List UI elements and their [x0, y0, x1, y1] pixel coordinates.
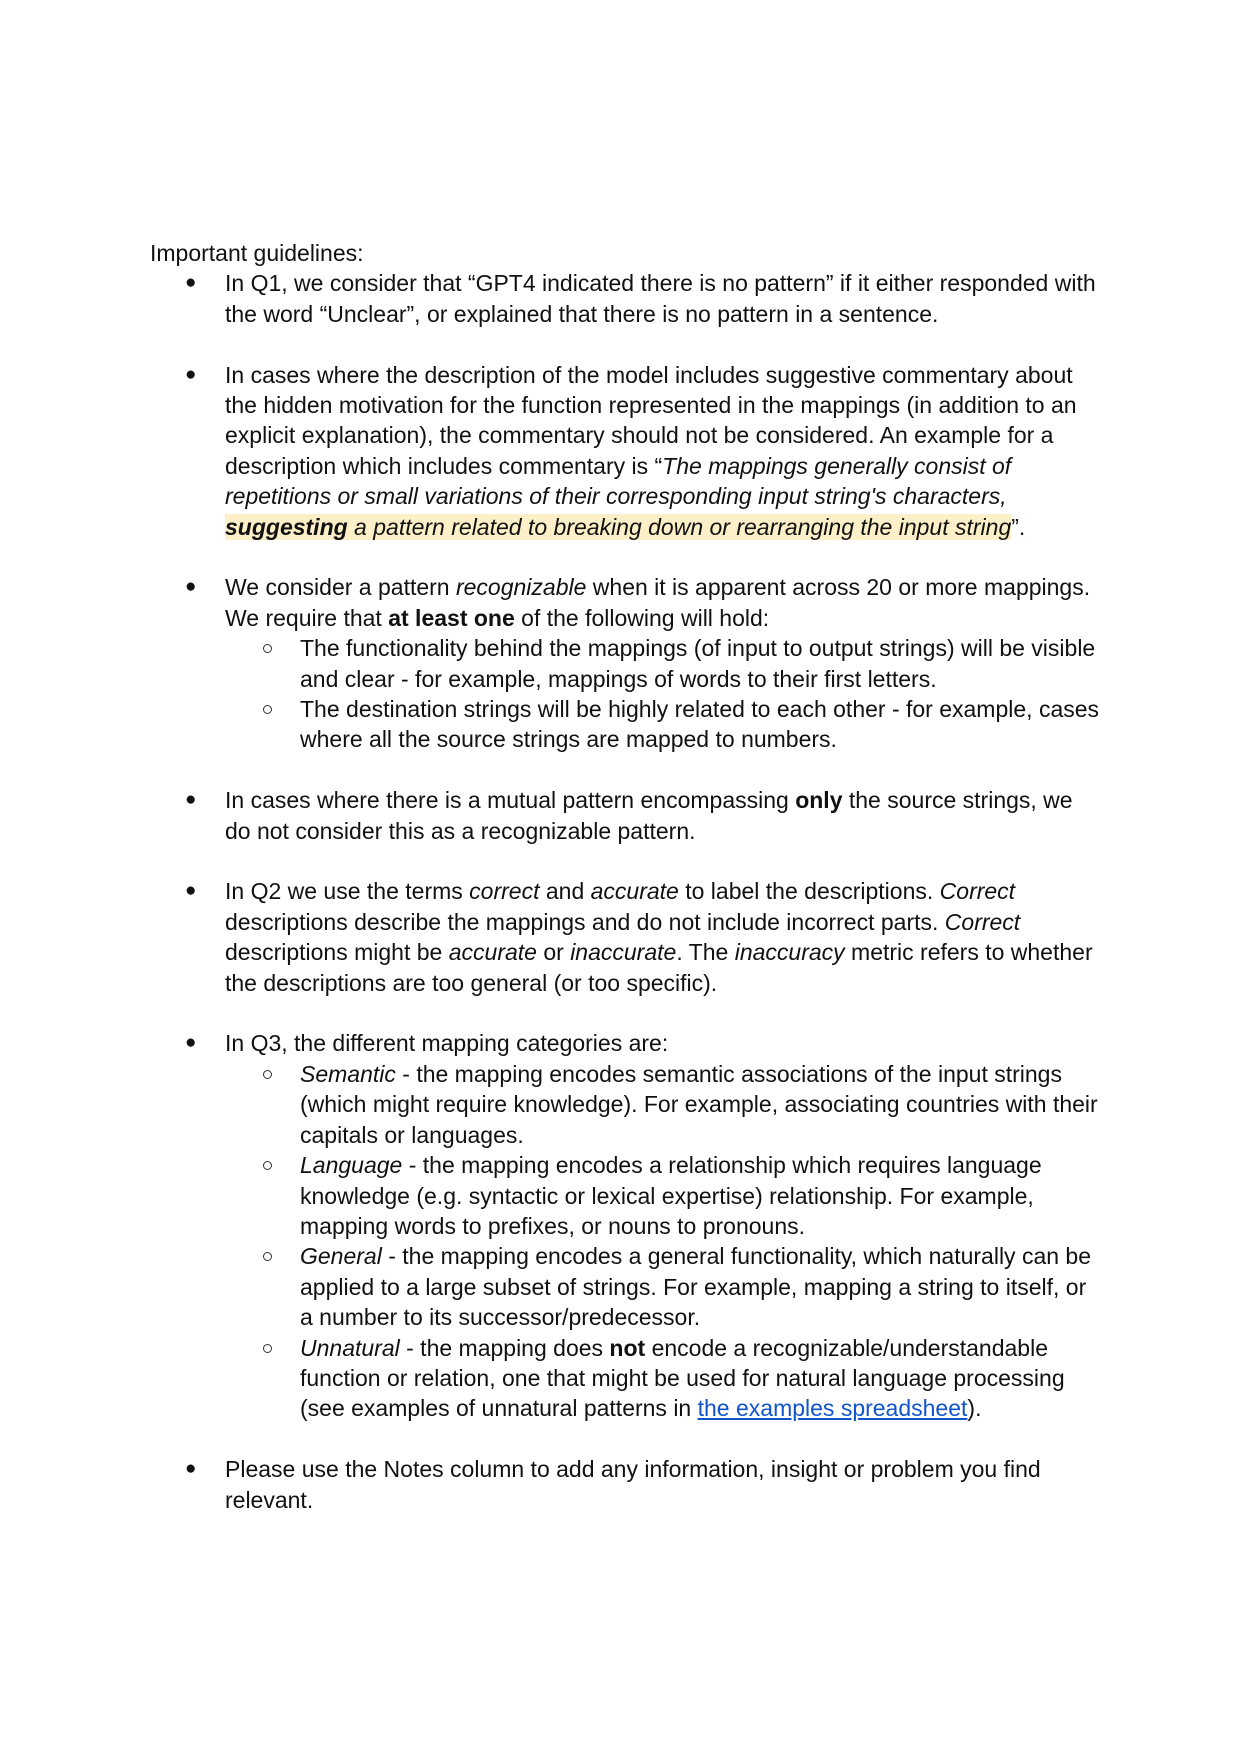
category-semantic: Semantic - the mapping encodes semantic associations of the input strings (which might require knowledge). For example, associating countries with their capitals or languages. [225, 1059, 1100, 1150]
category-name: Language [300, 1152, 403, 1179]
mapping-categories [225, 1059, 1100, 1424]
guideline-q2-terms: ● In Q2 we use the terms correct and accurate to label the descriptions. Correct descriptions describe the mappings and do not include incorrect parts. Correct descriptions might be accurate or inaccurate. The inaccuracy metric refers to whether the descriptions are too general (or too specific). [185, 878, 1093, 996]
bullet-icon: ● [185, 576, 197, 598]
guideline-text: In cases where the description of the model includes suggestive commentary about the hidden motivation for the function represented in the mappings (in addition to an explicit explanation), the commentary should not be considered. An example for a description which includes commentary is “ [225, 361, 1077, 479]
examples-spreadsheet-link[interactable]: the examples spreadsheet [697, 1395, 968, 1422]
hollow-bullet-icon [263, 1161, 272, 1170]
hollow-bullet-icon [263, 1252, 272, 1261]
category-name: General [300, 1243, 382, 1270]
guideline-q3-categories: ● In Q3, the different mapping categories are: Semantic - the mapping encodes semantic associations of the input strings (which might require knowledge). For example, associating countries with their capitals or languages. Language - the mapping encodes a relationship which requires language knowledge (e.g. syntactic or lexical expertise) relationship. For example, mapping words to prefixes, or nouns to pronouns. General - the mapping encodes a general functionality, which naturally can be applied to a large subset of strings. For example, mapping a string to itself, or a number to its successor/predecessor. Unnatural - the mapping does not encode a recognizable/understandable function or relation, one that might be used for natural language processing (see examples of unnatural patterns in the examples spreadsheet). [150, 1028, 1100, 1423]
hollow-bullet-icon [263, 644, 272, 653]
hollow-bullet-icon [263, 1344, 272, 1353]
category-language: Language - the mapping encodes a relationship which requires language knowledge (e.g. syntactic or lexical expertise) relationship. For example, mapping words to prefixes, or nouns to pronouns. [225, 1150, 1100, 1241]
category-unnatural: Unnatural - the mapping does not encode a recognizable/understandable function or relation, one that might be used for natural language processing (see examples of unnatural patterns in the examples spreadsheet). [225, 1333, 1100, 1424]
emphasis-not: not [609, 1334, 646, 1361]
bullet-icon: ● [185, 1458, 197, 1480]
example-quote: The mappings generally consist of repetitions or small variations of their corresponding input string's characters, [225, 452, 1012, 510]
closing-quote: ”. [1011, 513, 1026, 540]
guidelines-content [150, 238, 1100, 1515]
recognizable-conditions [225, 633, 1100, 755]
guidelines-list [150, 268, 1100, 1515]
category-general: General - the mapping encodes a general functionality, which naturally can be applied to a large subset of strings. For example, mapping a string to itself, or a number to its successor/predecessor. [225, 1241, 1100, 1332]
bullet-icon: ● [185, 880, 197, 902]
guideline-text: In Q1, we consider that “GPT4 indicated there is no pattern” if it either responded with the word “Unclear”, or explained that there is no pattern in a sentence. [225, 270, 1096, 327]
bullet-icon: ● [185, 363, 197, 385]
guideline-commentary [150, 360, 1100, 542]
hollow-bullet-icon [263, 705, 272, 714]
category-name: Semantic [300, 1060, 396, 1087]
condition-destination: The destination strings will be highly related to each other - for example, cases where all the source strings are mapped to numbers. [225, 694, 1100, 755]
guideline-q1-no-pattern [150, 268, 1100, 329]
emphasis-only: only [795, 787, 843, 814]
emphasis-at-least-one: at least one [388, 604, 515, 631]
guideline-source-only: ● In cases where there is a mutual pattern encompassing only the source strings, we do not consider this as a recognizable pattern. [185, 787, 1073, 844]
category-name: Unnatural [300, 1334, 400, 1361]
term-recognizable: recognizable [455, 574, 587, 601]
guidelines-heading: Important guidelines: [150, 240, 364, 266]
bullet-icon: ● [185, 789, 197, 811]
guideline-notes-column: ● Please use the Notes column to add any information, insight or problem you find relevant. [185, 1456, 1041, 1513]
highlighted-commentary [225, 514, 1011, 540]
bullet-icon: ● [185, 1032, 197, 1054]
hollow-bullet-icon [263, 1070, 272, 1079]
condition-functionality: The functionality behind the mappings (of input to output strings) will be visible and clear - for example, mappings of words to their first letters. [225, 633, 1100, 694]
highlighted-text: a pattern related to breaking down or rearranging the input string [347, 513, 1012, 540]
bullet-icon: ● [185, 272, 197, 294]
guideline-recognizable: ● We consider a pattern recognizable when it is apparent across 20 or more mappings. We require that at least one of the following will hold: The functionality behind the mappings (of input to output strings) will be visible and clear - for example, mappings of words to their first letters. The destination strings will be highly related to each other - for example, cases where all the source strings are mapped to numbers. [150, 572, 1100, 754]
highlighted-keyword: suggesting [225, 513, 348, 540]
